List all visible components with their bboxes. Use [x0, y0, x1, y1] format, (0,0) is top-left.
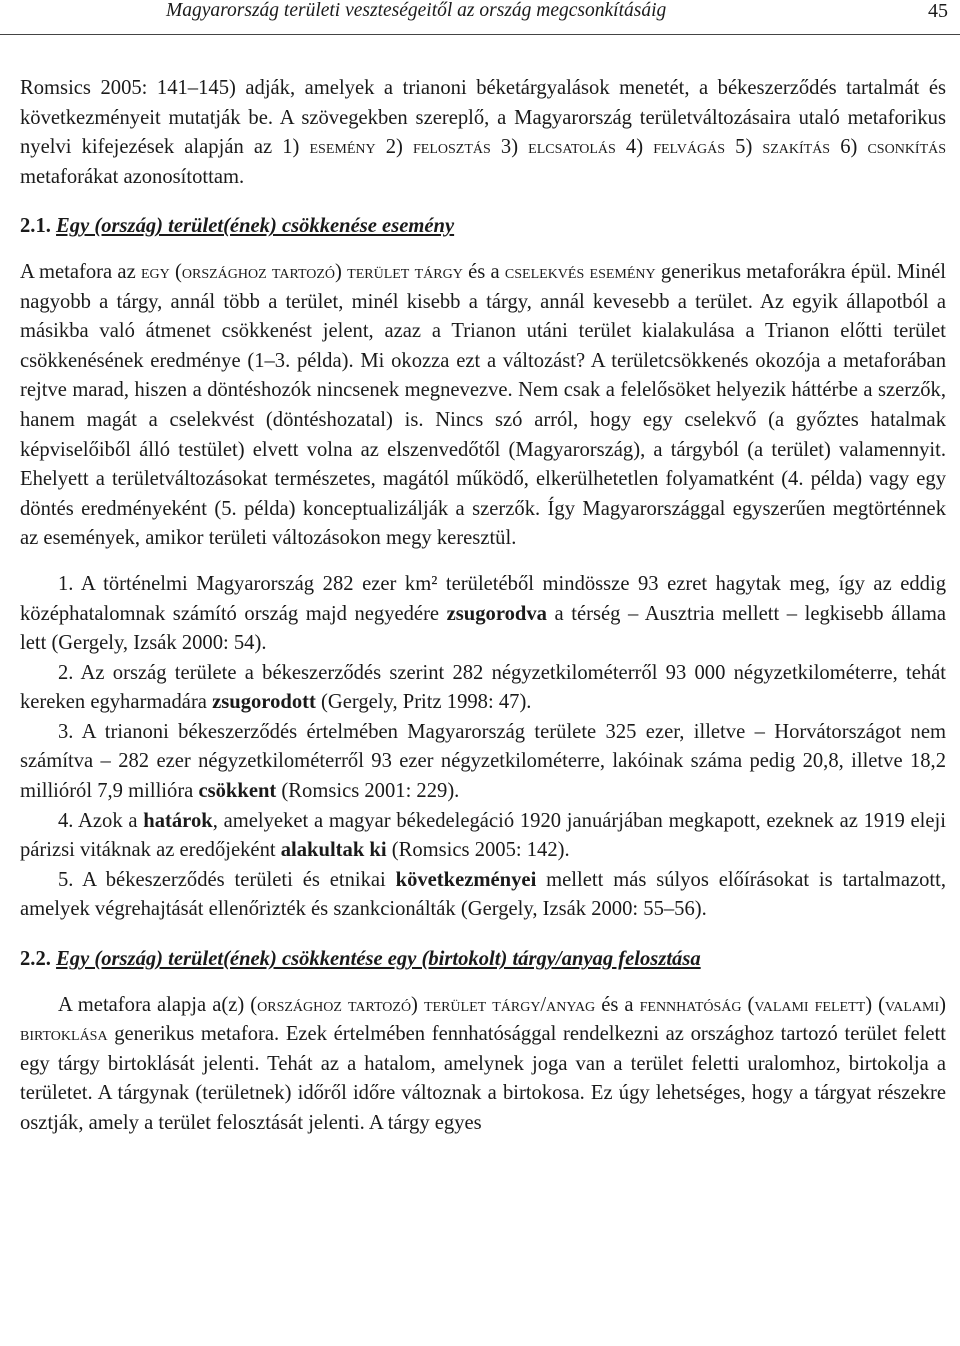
intro-text: 3): [490, 136, 529, 159]
page-body: [20, 74, 946, 1139]
example-keyword: zsugorodott: [212, 691, 316, 714]
metaphor-label: esemény: [309, 136, 376, 159]
metaphor-label: elcsatolás: [528, 136, 616, 159]
section-number: 2.2.: [20, 948, 57, 971]
metaphor-label: fennhatóság (valami felett) (valami) birtoklása: [20, 993, 946, 1046]
metaphor-label: csonkítás: [867, 136, 947, 159]
body-text: generikus metaforákra épül. Minél nagyobb a tárgy, annál több a terület, minél kisebb a tárgy, annál kevesebb a terület. Az egyik állapotból a másikba való átmenet csökkenést jelent, azaz a Trianon utáni terület kialakulása a Trianon előtti terület csökkenésének eredménye (1–3. példa). Mi okozza ezt a változást? A területcsökkenés okozója a metaforában rejtve marad, hiszen a döntéshozók nincsenek megnevezve. Nem csak a felelősöket helyezik háttérbe a szerzők, hanem magát a cselekvést (döntéshozatal) is. Nincs szó arról, hogy egy cselekvő (a győztes hatalmak képviselőiből álló testület) elvett volna az elszenvedőtől (Magyarország), a tárgyból (a terület) valamennyit. Ehelyett a területváltozásokat természetes, magától működő, elkerülhetetlen folyamatként (4. példa) vagy egy döntés eredményeként (5. példa) konceptualizálják a szerzők. Így Magyarországgal egyszerűen megtörténnek az események, amikor területi változásokon megy keresztül.: [20, 260, 947, 550]
intro-text: 2): [375, 136, 413, 159]
section-title: Egy (ország) terület(ének) csökkenése esemény: [56, 215, 455, 238]
example-text: 5. A békeszerződés területi és etnikai: [58, 868, 396, 891]
example-text: 4. Azok a: [58, 809, 144, 832]
section-heading-2-2: [20, 945, 946, 975]
example-5: [20, 866, 946, 925]
intro-text: metaforákat azonosítottam.: [20, 165, 245, 188]
example-1: [20, 570, 946, 659]
example-keyword: csökkent: [198, 780, 277, 803]
metaphor-label: (országhoz tartozó) terület tárgy/anyag: [250, 993, 596, 1016]
section-2-paragraph: [20, 991, 946, 1139]
intro-text: 6): [830, 136, 868, 159]
example-2: [20, 659, 946, 718]
metaphor-label: felosztás: [413, 136, 491, 159]
example-keyword: zsugorodva: [446, 602, 547, 625]
example-text: 3. A trianoni békeszerződés értelmében Magyarország területe 325 ezer, illetve – Horvátországot nem számítva – 282 ezer négyzetkilométerről 93 ezer négyzetkilométerre, lakóinak száma pedig 20,8, illetve 18,2 millióról 7,9 millióra: [20, 720, 946, 803]
example-text: (Gergely, Pritz 1998: 47).: [315, 691, 532, 714]
page-header: [0, 0, 960, 35]
example-text: (Romsics 2005: 142).: [386, 839, 570, 862]
example-text: (Romsics 2001: 229).: [276, 780, 460, 803]
intro-text: 4): [615, 136, 654, 159]
page-number: 45: [928, 0, 948, 22]
section-heading-2-1: [20, 212, 946, 242]
example-text: a térség – Ausztria mellett – legkisebb állama lett (Gergely, Izsák 2000: 54).: [20, 602, 946, 655]
intro-text: Romsics 2005: 141–145) adják, amelyek a trianoni béketárgyalások menetét, a békeszerződés tartalmát és következményeit mutatják be. A szövegekben szereplő, a Magyarország területváltozásaira utaló metaforikus nyelvi kifejezések alapján az 1): [20, 77, 946, 159]
example-keyword: határok: [143, 809, 213, 832]
example-text: 1. A történelmi Magyarország 282 ezer km² területéből mindössze 93 ezret hagytak meg, így az eddig középhatalomnak számító ország majd negyedére: [20, 572, 946, 625]
metaphor-label: egy (országhoz tartozó) terület tárgy: [140, 260, 463, 283]
example-3: [20, 718, 946, 807]
intro-paragraph: [20, 74, 946, 192]
metaphor-label: cselekvés esemény: [504, 260, 656, 283]
example-4: [20, 807, 946, 866]
intro-text: 5): [725, 136, 763, 159]
body-text: generikus metafora. Ezek értelmében fennhatósággal rendelkezni az országhoz tartozó terület felett egy tárgy birtoklását jelenti. Tehát az a hatalom, amelynek joga van a terület feletti uralomhoz, birtokolja a területet. A tárgynak (területnek) időről időre változnak a birtokosa. Ez úgy lehetséges, hogy a tárgyat részekre osztják, amely a terület felosztását jelenti. A tárgy egyes: [20, 1023, 946, 1134]
body-text: A metafora az: [20, 260, 141, 283]
section-1-paragraph: [20, 258, 946, 554]
example-text: 2. Az ország területe a békeszerződés szerint 282 négyzetkilométerről 93 000 négyzetkilométerre, tehát kereken egyharmadára: [20, 661, 946, 714]
body-text: A metafora alapja a(z): [58, 993, 251, 1016]
body-text: és a: [595, 993, 640, 1016]
example-keyword: alakultak ki: [280, 839, 387, 862]
metaphor-label: szakítás: [762, 136, 831, 159]
section-number: 2.1.: [20, 215, 57, 238]
example-keyword: következményei: [395, 868, 537, 891]
running-title: Magyarország területi veszteségeitől az ország megcsonkításáig: [166, 0, 667, 21]
example-text: mellett más súlyos előírásokat is tartalmazott, amelyek végrehajtását ellenőrizték és szankcionálták (Gergely, Izsák 2000: 55–56).: [20, 868, 946, 921]
section-title: Egy (ország) terület(ének) csökkentése egy (birtokolt) tárgy/anyag felosztása: [56, 948, 701, 971]
example-text: , amelyeket a magyar békedelegáció 1920 januárjában megkapott, ezeknek az 1919 eleji párizsi vitáknak az eredőjeként: [20, 809, 946, 862]
body-text: és a: [462, 260, 505, 283]
metaphor-label: felvágás: [653, 136, 726, 159]
